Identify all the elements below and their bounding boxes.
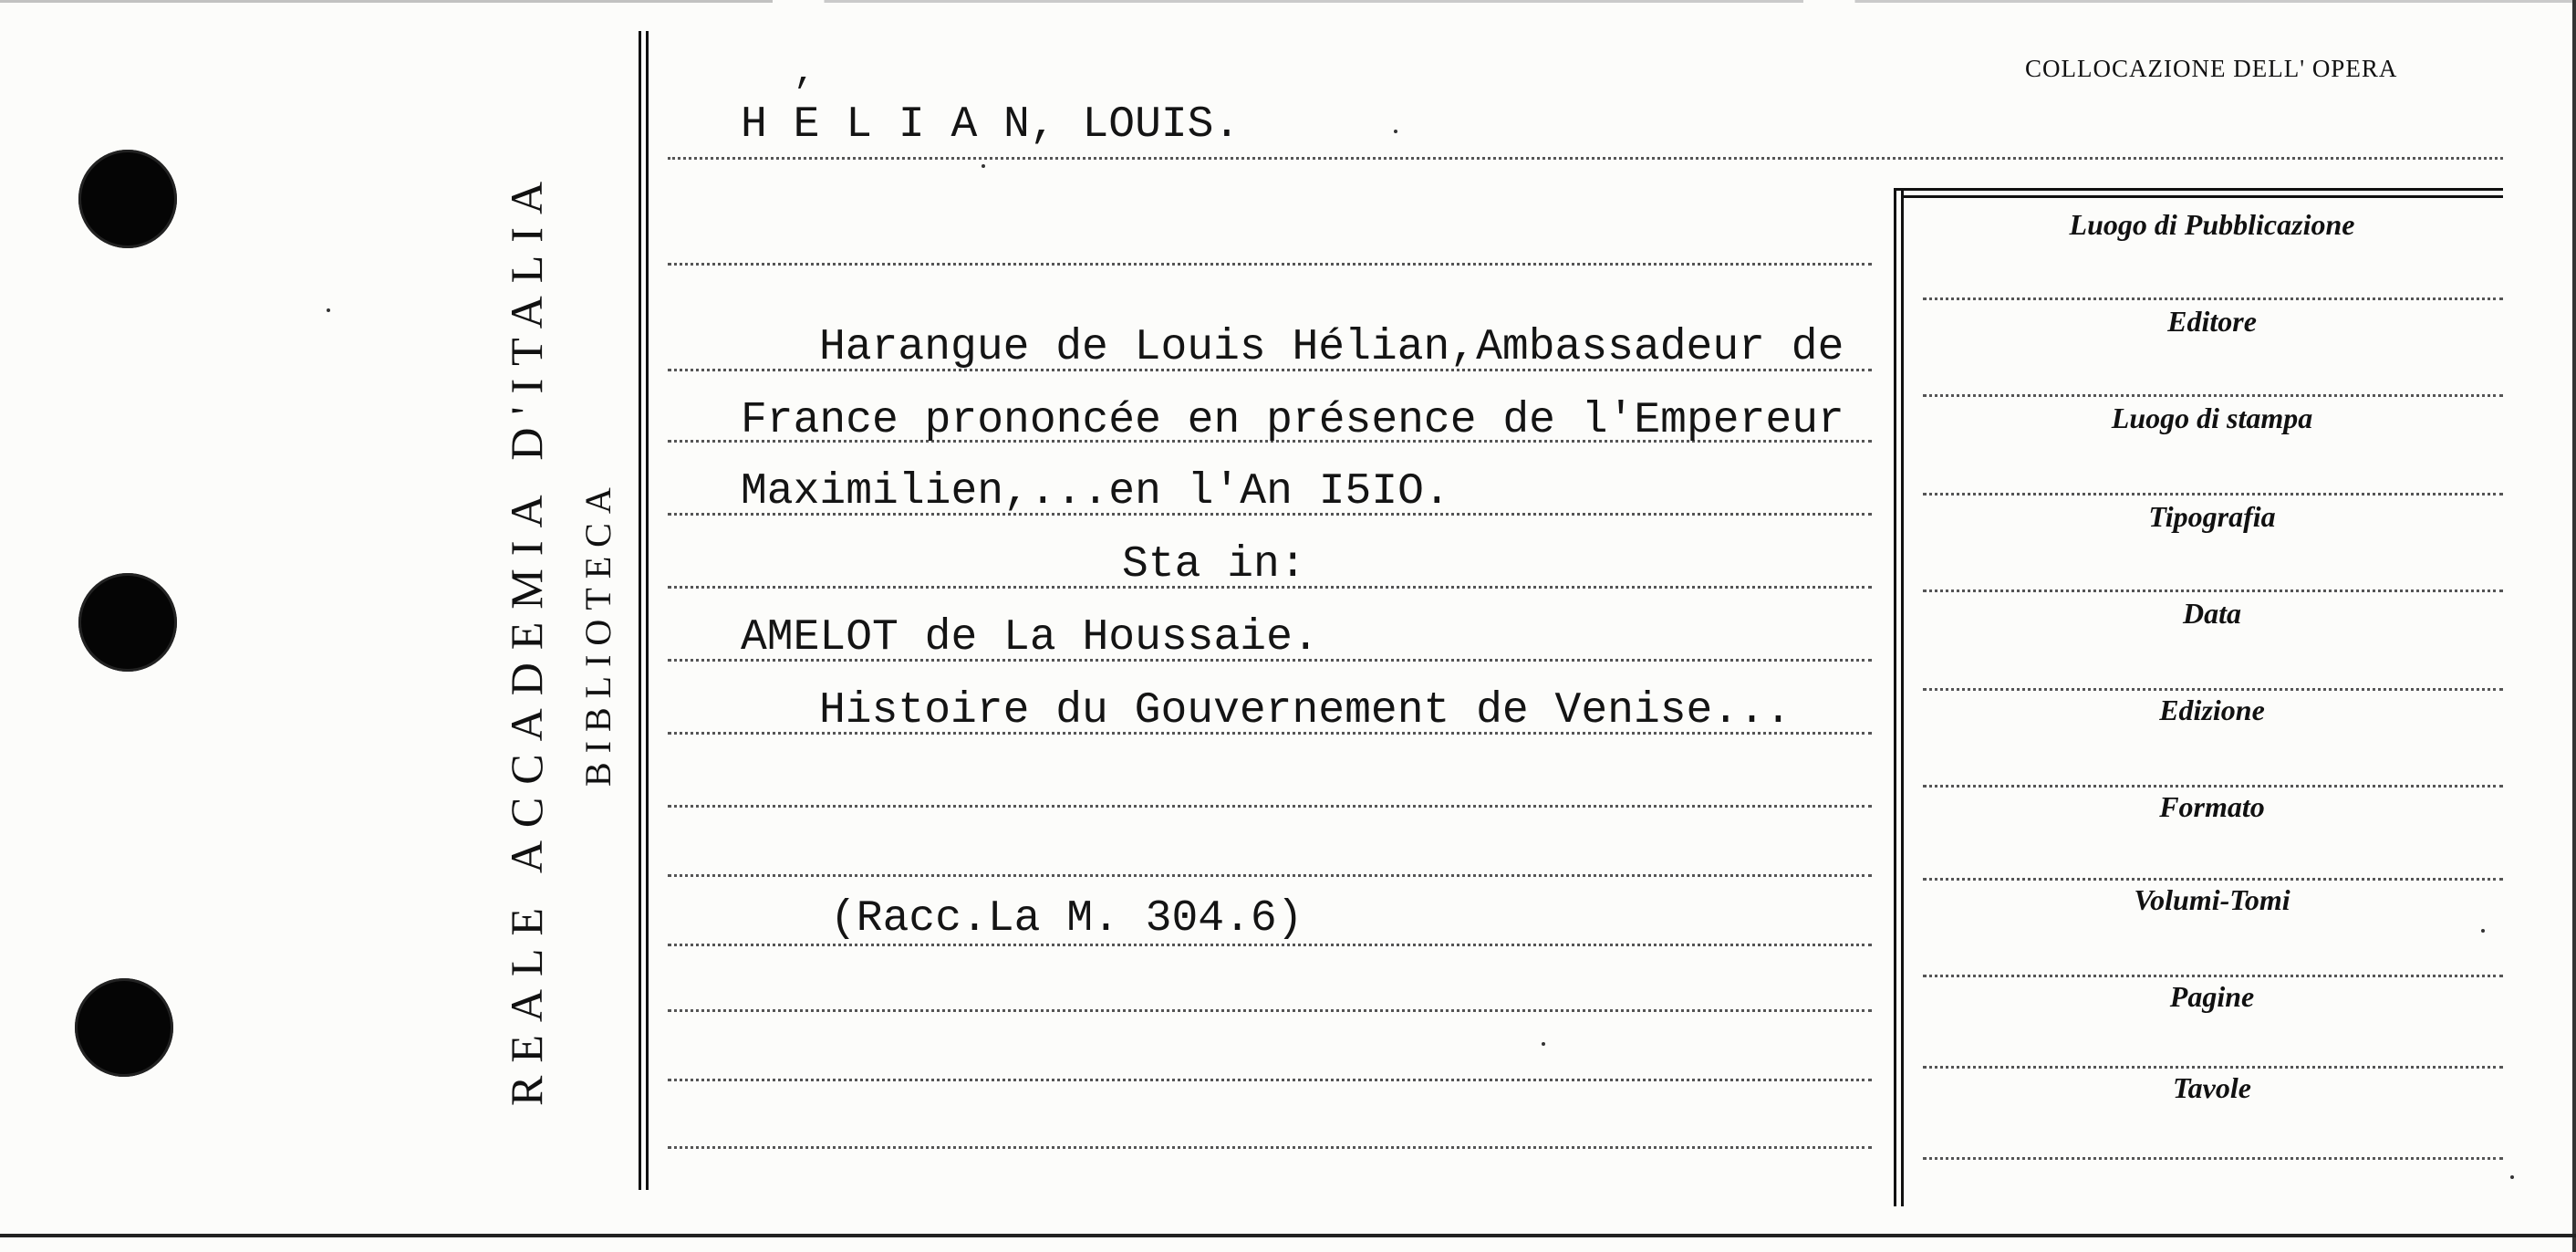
punch-hole-bottom [75, 978, 173, 1077]
ruled-line [668, 263, 1872, 266]
field-label-volumi-tomi: Volumi-Tomi [2134, 883, 2290, 916]
field-label-luogo-stampa: Luogo di stampa [2111, 402, 2313, 434]
title-line-2: France prononcée en présence de l'Empereur [741, 396, 1844, 445]
field-label-tavole: Tavole [2173, 1071, 2251, 1104]
field-line [1923, 1066, 2503, 1069]
field-line [1923, 975, 2503, 977]
field-label-data: Data [2183, 597, 2241, 630]
source-author: AMELOT de La Houssaie. [741, 613, 1319, 663]
field-line [1923, 688, 2503, 691]
institution-name: REALE ACCADEMIA D'ITALIA [501, 168, 552, 1106]
field-line [1923, 493, 2503, 496]
paper-speck [2481, 929, 2485, 933]
paper-speck [327, 308, 330, 312]
title-line-3: Maximilien,...en l'An I5IO. [741, 467, 1450, 516]
department-name: BIBLIOTECA [577, 478, 618, 787]
field-label-edizione: Edizione [2159, 694, 2265, 726]
field-label-tipografia: Tipografia [2148, 500, 2276, 533]
left-rule-outer [639, 31, 641, 1190]
in-label: Sta in: [1122, 540, 1306, 589]
field-label-luogo-pubblicazione: Luogo di Pubblicazione [2069, 208, 2355, 241]
field-label-pagine: Pagine [2169, 980, 2255, 1013]
ruled-line [668, 874, 1872, 877]
field-label-editore: Editore [2167, 305, 2257, 338]
ruled-line [668, 1079, 1872, 1081]
paper-speck [1394, 130, 1397, 133]
location-heading: COLLOCAZIONE DELL' OPERA [2025, 55, 2398, 82]
field-line [1923, 297, 2503, 300]
ruled-line [668, 805, 1872, 808]
right-panel-rule-outer [1894, 188, 1896, 1206]
punch-hole-top [78, 150, 177, 248]
field-line [1923, 1157, 2503, 1160]
ruled-line [668, 157, 2503, 160]
field-line [1923, 878, 2503, 881]
field-line [1923, 394, 2503, 397]
accent-mark: , [794, 53, 816, 94]
right-panel-top-inner [1901, 195, 2503, 198]
paper-speck [1542, 1042, 1545, 1046]
ruled-line [668, 1146, 1872, 1149]
card-right-edge [2572, 0, 2576, 1252]
card-bottom-edge [0, 1234, 2576, 1237]
field-line [1923, 785, 2503, 788]
field-label-formato: Formato [2159, 790, 2265, 823]
left-rule-inner [646, 31, 649, 1190]
source-title: Histoire du Gouvernement de Venise... [819, 686, 1792, 736]
paper-speck [2510, 1175, 2514, 1179]
title-line-1: Harangue de Louis Hélian,Ambassadeur de [819, 323, 1844, 372]
right-panel-top-outer [1894, 188, 2503, 191]
punch-hole-middle [78, 573, 177, 672]
shelfmark: (Racc.La M. 304.6) [830, 894, 1304, 944]
ruled-line [668, 1009, 1872, 1012]
author-heading: H E L I A N, LOUIS. [741, 100, 1241, 150]
card-top-edge [0, 0, 2576, 3]
paper-speck [982, 164, 985, 168]
field-line [1923, 589, 2503, 592]
ruled-line [668, 944, 1872, 946]
